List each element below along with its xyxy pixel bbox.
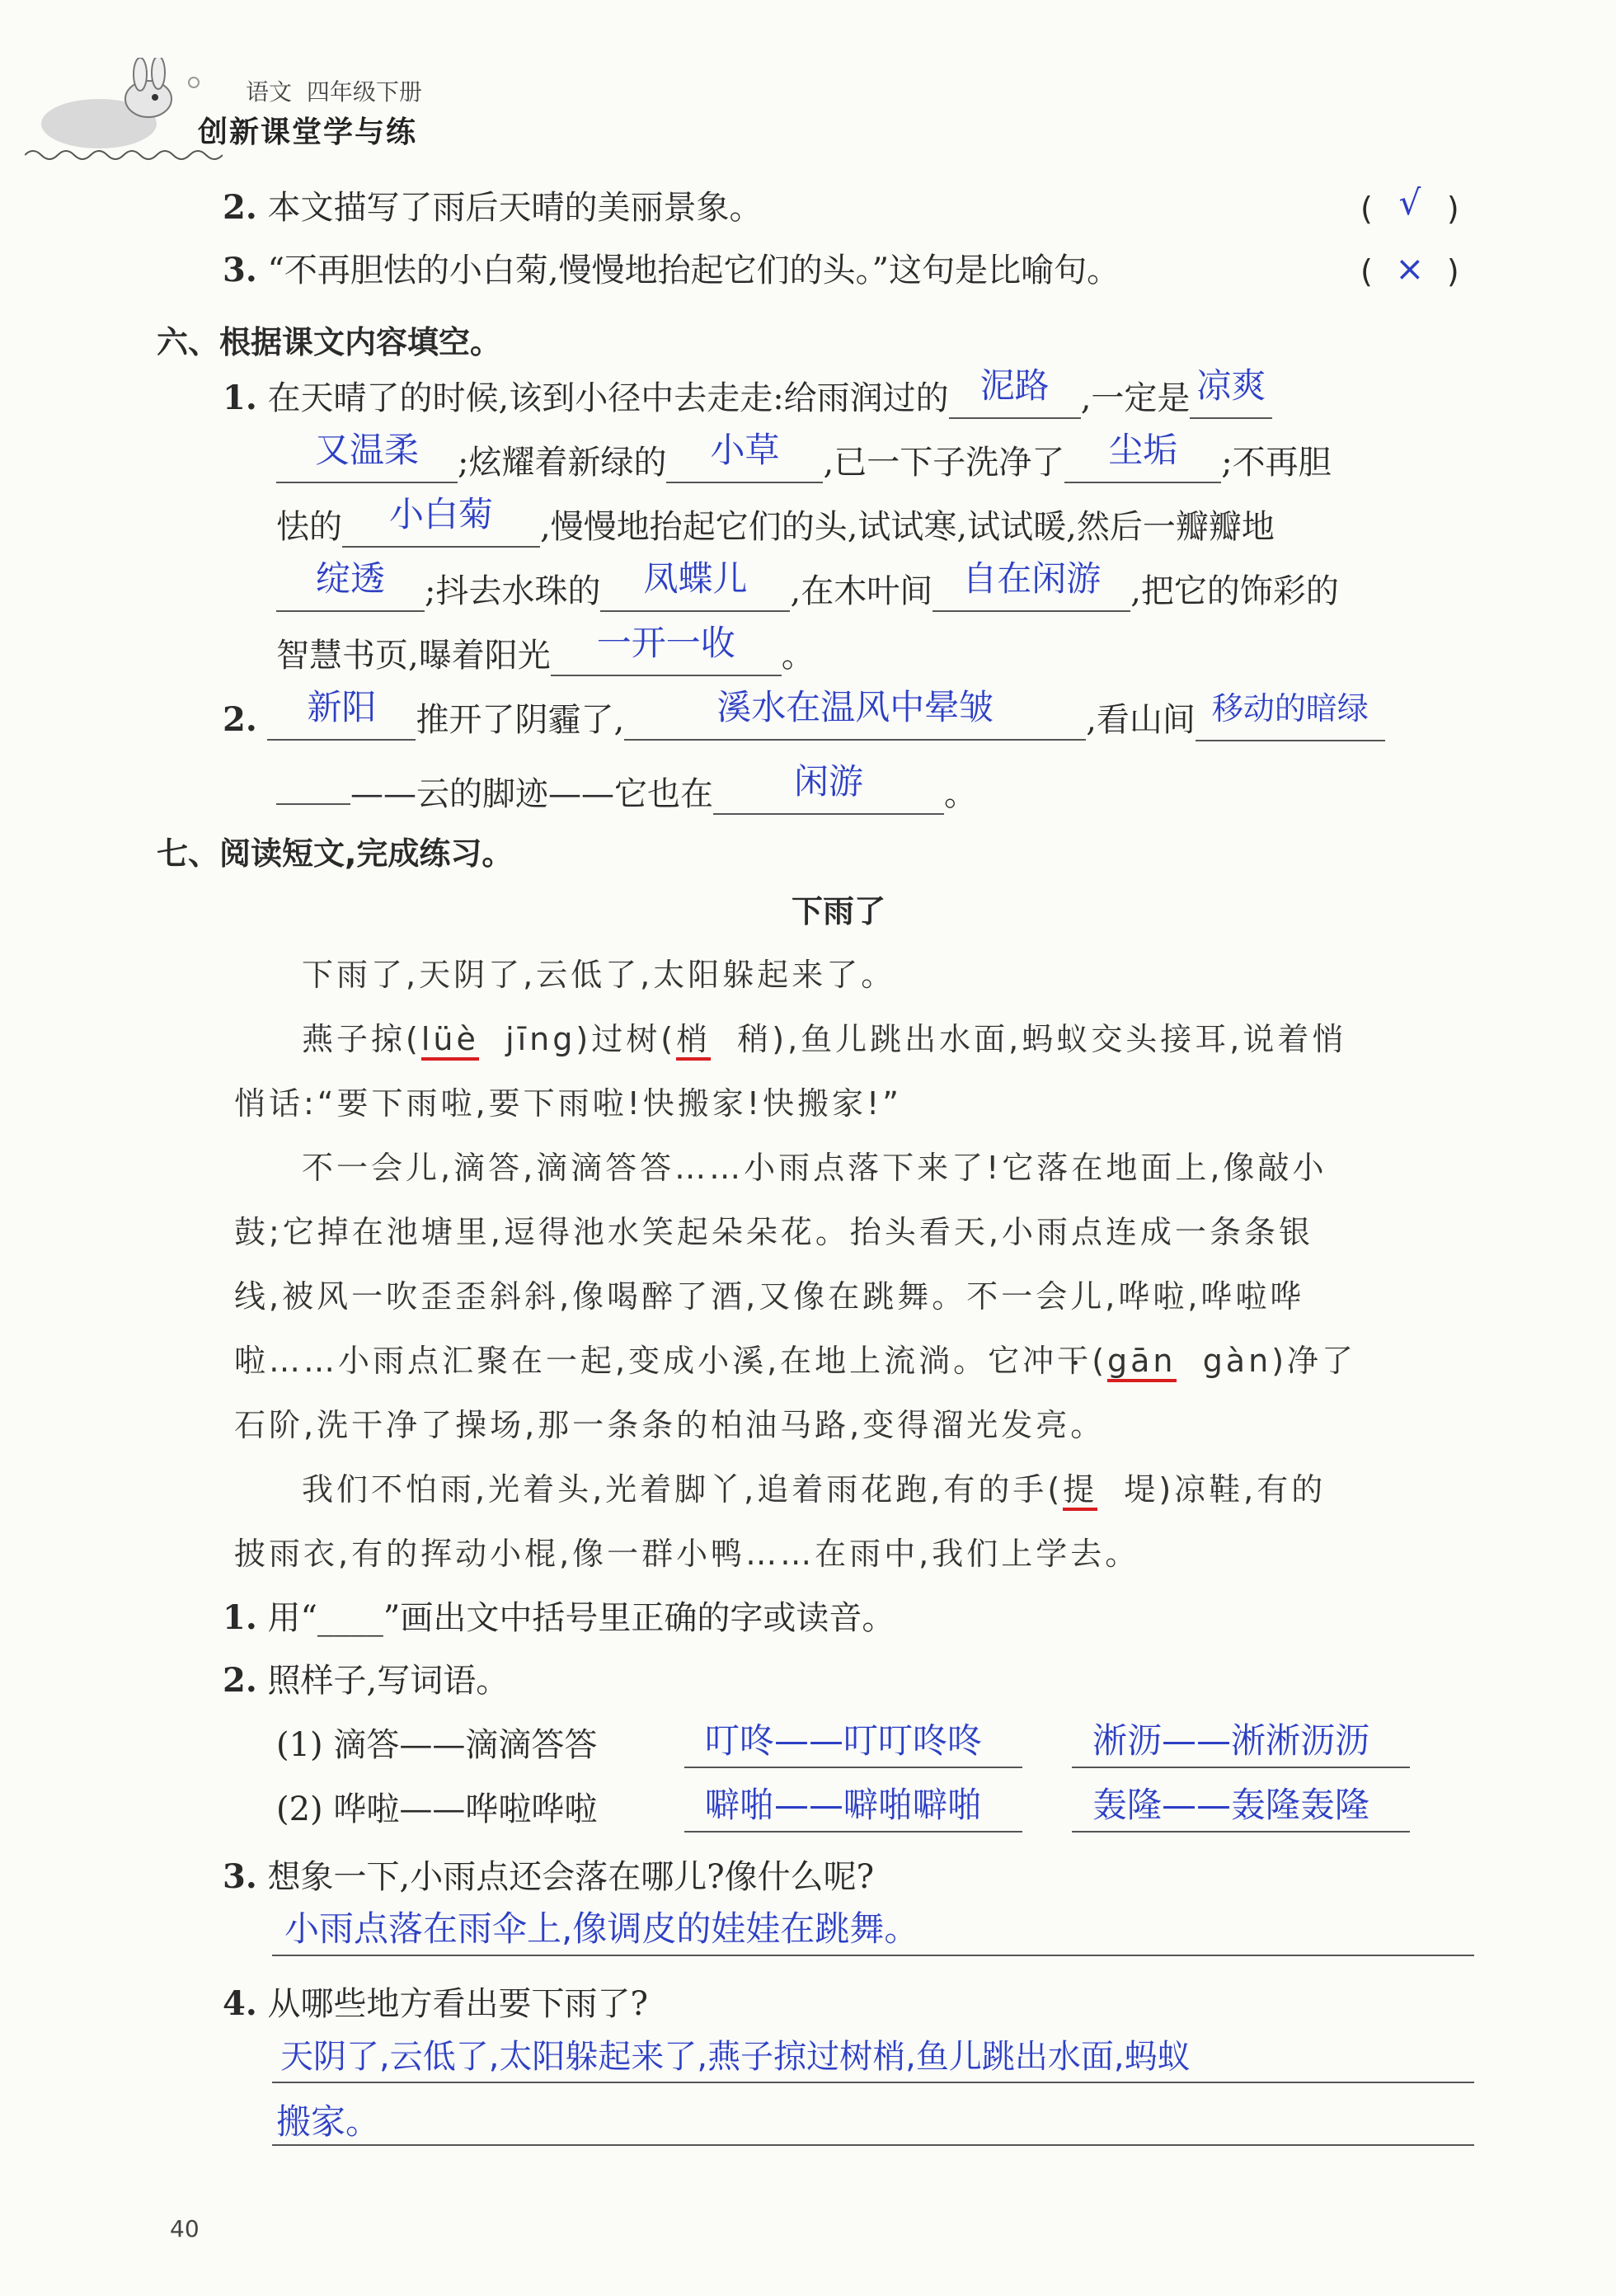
answer-line: [684, 1831, 1022, 1833]
s7-q4-answer-line1: 天阴了,云低了,太阳躲起来了,燕子掠过树梢,鱼儿跳出水面,蚂蚁: [280, 2038, 1191, 2076]
s6-q1-line3: 怯的 小白菊 ,慢慢地抬起它们的头,试试寒,试试暖,然后一瓣瓣地: [276, 494, 1275, 546]
passage-p2-line2: 悄话:“要下雨啦,要下雨啦!快搬家!快搬家!”: [234, 1085, 902, 1122]
answer-line: [272, 2082, 1474, 2083]
answer-underline: lüè: [421, 1021, 479, 1061]
s7-q2-answer-1a: 叮咚——叮叮咚咚: [705, 1720, 983, 1761]
answer-line: [272, 1955, 1474, 1956]
s7-q2: 2. 照样子,写词语。: [223, 1661, 510, 1700]
section-7-title: 七、阅读短文,完成练习。: [157, 835, 514, 872]
header: [25, 58, 486, 165]
passage-p4-line1: 我们不怕雨,光着头,光着脚丫,追着雨花跑,有的手(提 堤)凉鞋,有的: [302, 1456, 1326, 1522]
passage-p3-line3: 线,被风一吹歪歪斜斜,像喝醉了酒,又像在跳舞。不一会儿,哗啦,哗啦哗: [234, 1278, 1305, 1315]
s6-q2-line2: ——云的脚迹——它也在 闲游 。: [276, 759, 977, 819]
s6-q1-line2: 又温柔 ;炫耀着新绿的 小草 ,已一下子洗净了 尘垢 ;不再胆: [276, 437, 1332, 487]
s7-q1: 1. 用“____”画出文中括号里正确的字或读音。: [223, 1598, 895, 1637]
answer-line: [1072, 1767, 1410, 1768]
s7-q4: 4. 从哪些地方看出要下雨了?: [223, 1984, 648, 2023]
s7-q3: 3. 想象一下,小雨点还会落在哪儿?像什么呢?: [223, 1857, 875, 1896]
s6-q1-line5: 智慧书页,曝着阳光 一开一收 。: [276, 623, 815, 675]
s6-q2-line1: 2. 新阳 推开了阴霾了, 溪水在温风中晕皱 ,看山间 移动的暗绿: [223, 694, 1385, 745]
answer-line: [1072, 1831, 1410, 1833]
passage-p3-line2: 鼓;它掉在池塘里,逗得池水笑起朵朵花。抬头看天,小雨点连成一条条银: [234, 1214, 1313, 1250]
s7-q2-answer-2b: 轰隆——轰隆轰隆: [1092, 1785, 1370, 1825]
passage-p1: 下雨了,天阴了,云低了,太阳躲起来了。: [302, 957, 896, 993]
passage-p3-line5: 石阶,洗干净了操场,那一条条的柏油马路,变得溜光发亮。: [234, 1407, 1106, 1443]
header-brand: 创新课堂学与练: [198, 115, 418, 149]
wavy-line-decoration: [25, 147, 223, 163]
s7-q2-answer-1b: 淅沥——淅淅沥沥: [1092, 1720, 1370, 1761]
section-6-title: 六、根据课文内容填空。: [157, 324, 502, 360]
s7-q4-answer-line2: 搬家。: [276, 2101, 381, 2142]
answer-underline: gān: [1107, 1343, 1177, 1382]
s6-q1-line4: 绽透 ;抖去水珠的 凤蝶儿 ,在木叶间 自在闲游 ,把它的饰彩的: [276, 566, 1339, 616]
judgement-item-2: 2. 本文描写了雨后天晴的美丽景象。: [223, 188, 763, 227]
header-subject: 语文 四年级下册: [246, 78, 422, 106]
judgement-answer-3: ( × ): [1360, 248, 1459, 289]
judgement-answer-2: ( √ ): [1360, 182, 1459, 227]
answer-line: [684, 1767, 1022, 1768]
s7-q3-answer: 小雨点落在雨伞上,像调皮的娃娃在跳舞。: [284, 1908, 919, 1949]
passage-p3-line4: 啦……小雨点汇聚在一起,变成小溪,在地上流淌。它冲干 •(gān gàn)净了: [234, 1328, 1356, 1394]
passage-p2-line1: 燕子掠 •(lüè jīng)过树(梢 稍),鱼儿跳出水面,蚂蚁交头接耳,说着悄: [302, 1006, 1346, 1072]
passage-p3-line1: 不一会儿,滴答,滴滴答答……小雨点落下来了!它落在地面上,像敲小: [302, 1150, 1327, 1186]
answer-underline: 提: [1063, 1471, 1097, 1511]
answer-line: [272, 2144, 1474, 2146]
judgement-item-3: 3. “不再胆怯的小白菊,慢慢地抬起它们的头。”这句是比喻句。: [223, 251, 1120, 289]
page-number: 40: [170, 2215, 200, 2242]
s7-q2-example-1: (1) 滴答——滴滴答答: [276, 1726, 598, 1764]
s6-q1-line1: 1. 在天晴了的时候,该到小径中去走走:给雨润过的 泥路 ,一定是 凉爽: [223, 373, 1272, 423]
s7-q2-example-2: (2) 哗啦——哗啦哗啦: [276, 1790, 598, 1828]
passage-p4-line2: 披雨衣,有的挥动小棍,像一群小鸭……在雨中,我们上学去。: [234, 1536, 1140, 1572]
passage-title: 下雨了: [792, 893, 886, 929]
s7-q2-answer-2a: 噼啪——噼啪噼啪: [705, 1785, 983, 1825]
answer-underline: 梢: [676, 1021, 711, 1061]
rabbit-mascot-icon: [25, 58, 214, 157]
